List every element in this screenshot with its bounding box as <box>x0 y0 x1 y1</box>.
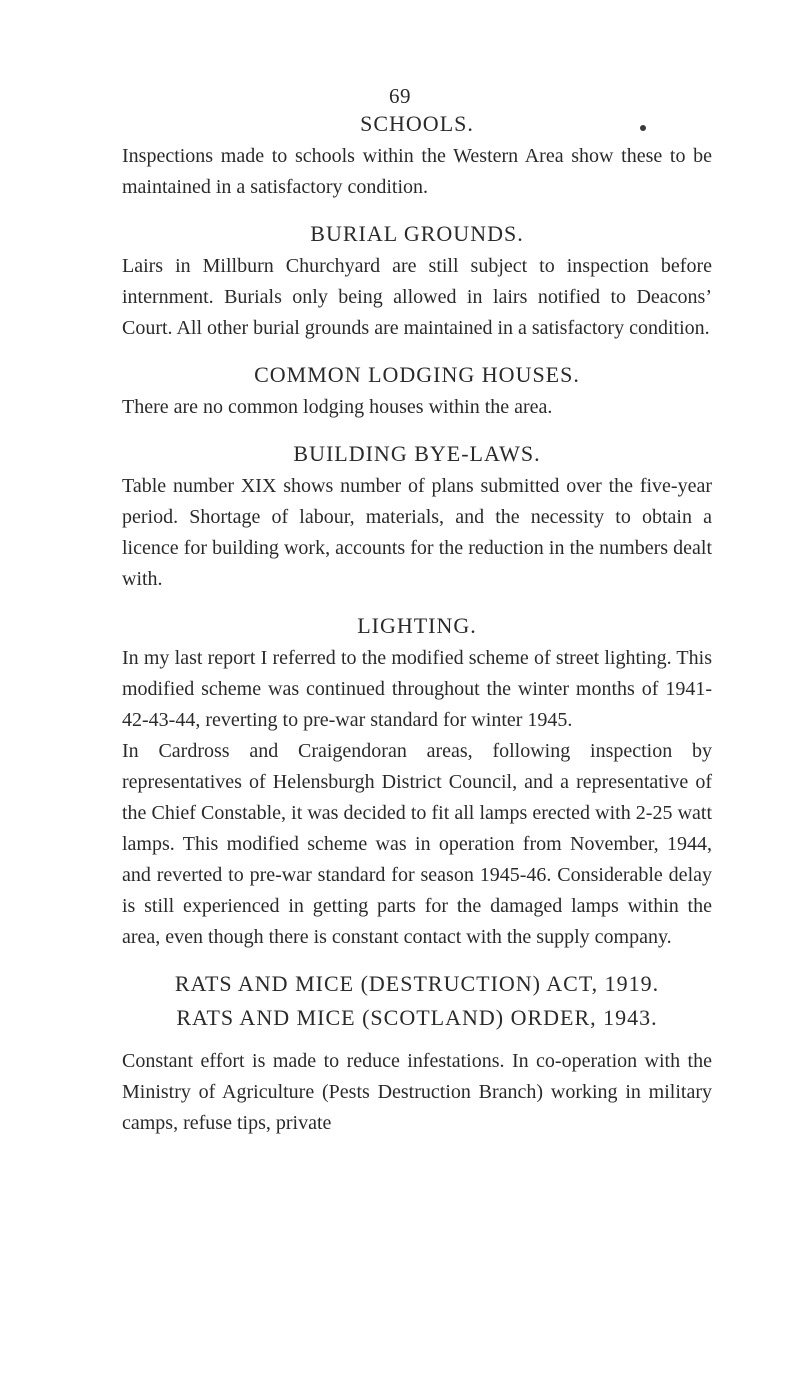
paragraph-lighting-1: In my last report I referred to the modified scheme of street lighting. This modified scheme was continued throughout the winter months of 1941-42-43-44, reverting to pre-war standard for winter 1945. <box>122 647 712 731</box>
section-title-burial-grounds: BURIAL GROUNDS. <box>310 221 524 246</box>
paragraph-schools: Inspections made to schools within the Western Area show these to be maintained in a satisfactory condition. <box>122 145 712 198</box>
paragraph-lighting-2: In Cardross and Craigendoran areas, following inspection by representatives of Helensburgh District Council, and a representative of the Chief Constable, it was decided to fit all lamps erected with 2-25 watt lamps. This modified scheme was in operation from November, 1944, and reverted to pre-war standard for season 1945-46. Considerable delay is still experienced in getting parts for the damaged lamps within the area, even though there is constant contact with the supply company. <box>122 740 712 948</box>
page-number: 69 <box>389 84 411 108</box>
section-title-building-bye-laws: BUILDING BYE-LAWS. <box>293 441 541 466</box>
section-title-common-lodging-houses: COMMON LODGING HOUSES. <box>254 362 580 387</box>
section-title-schools: SCHOOLS. <box>360 111 474 136</box>
paragraph-rats-and-mice: Constant effort is made to reduce infestations. In co-operation with the Ministry of Agriculture (Pests Destruction Branch) working in military camps, refuse tips, private <box>122 1050 712 1134</box>
paragraph-common-lodging-houses: There are no common lodging houses within the area. <box>122 396 553 418</box>
paragraph-burial-grounds: Lairs in Millburn Churchyard are still subject to inspection before internment. Burials only being allowed in lairs notified to Deacons’ Court. All other burial grounds are maintained in a satisfactory condition. <box>122 255 712 339</box>
section-subtitle-rats-and-mice-order: RATS AND MICE (SCOTLAND) ORDER, 1943. <box>176 1005 658 1030</box>
page-content <box>122 107 712 1139</box>
paragraph-building-bye-laws: Table number XIX shows number of plans submitted over the five-year period. Shortage of labour, materials, and the necessity to obtain a licence for building work, accounts for the reduction in the numbers dealt with. <box>122 475 712 590</box>
section-title-rats-and-mice-act: RATS AND MICE (DESTRUCTION) ACT, 1919. <box>174 971 660 996</box>
section-title-lighting: LIGHTING. <box>357 613 477 638</box>
